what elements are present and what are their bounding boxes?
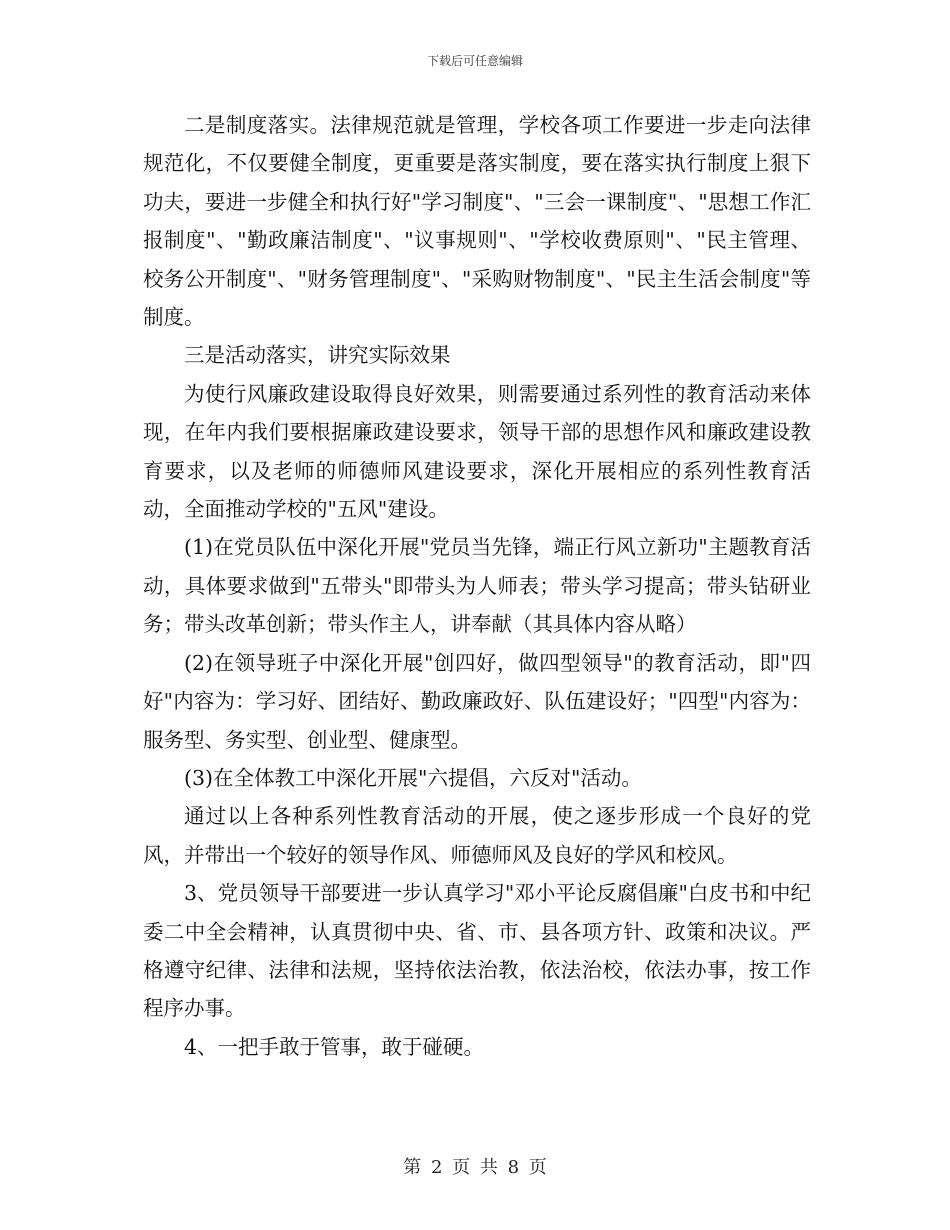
paragraph-activity-intro: 为使行风廉政建设取得良好效果，则需要通过系列性的教育活动来体现，在年内我们要根据廉政建设要求，领导干部的思想作风和廉政建设教育要求，以及老师的师德师风建设要求，深化开展相应的系列性教育活动，全面推动学校的"五风"建设。 — [143, 381, 811, 522]
paragraph-point-3: 3、党员领导干部要进一步认真学习"邓小平论反腐倡廉"白皮书和中纪委二中全会精神，认真贯彻中央、省、市、县各项方针、政策和决议。严格遵守纪律、法律和法规，坚持依法治教，依法治校，依法办事，按工作程序办事。 — [143, 881, 811, 1021]
page-number: 第 2 页 共 8 页 — [403, 1157, 547, 1178]
document-body — [143, 106, 811, 1066]
paragraph-system-implementation: 二是制度落实。法律规范就是管理，学校各项工作要进一步走向法律规范化，不仅要健全制度，更重要是落实制度，要在落实执行制度上狠下功夫，要进一步健全和执行好"学习制度"、"三会一课制度"、"思想工作汇报制度"、"勤政廉洁制度"、"议事规则"、"学校收费原则"、"民主管理、校务公开制度"、"财务管理制度"、"采购财物制度"、"民主生活会制度"等制度。 — [143, 113, 811, 330]
paragraph-item-2: (2)在领导班子中深化开展"创四好，做四型领导"的教育活动，即"四好"内容为：学习好、团结好、勤政廉政好、队伍建设好；"四型"内容为：服务型、务实型、创业型、健康型。 — [143, 650, 811, 752]
paragraph-item-3: (3)在全体教工中深化开展"六提倡，六反对"活动。 — [184, 765, 642, 790]
paragraph-point-4: 4、一把手敢于管事，敢于碰硬。 — [184, 1034, 485, 1059]
paragraph-summary: 通过以上各种系列性教育活动的开展，使之逐步形成一个良好的党风，并带出一个较好的领导作风、师德师风及良好的学风和校风。 — [143, 804, 811, 867]
paragraph-item-1: (1)在党员队伍中深化开展"党员当先锋，端正行风立新功"主题教育活动，具体要求做到"五带头"即带头为人师表；带头学习提高；带头钻研业务；带头改革创新；带头作主人，讲奉献（其具体内容从略） — [143, 535, 811, 637]
paragraph-activity-heading: 三是活动落实，讲究实际效果 — [184, 343, 451, 368]
page-header-note: 下载后可任意编辑 — [426, 54, 523, 68]
